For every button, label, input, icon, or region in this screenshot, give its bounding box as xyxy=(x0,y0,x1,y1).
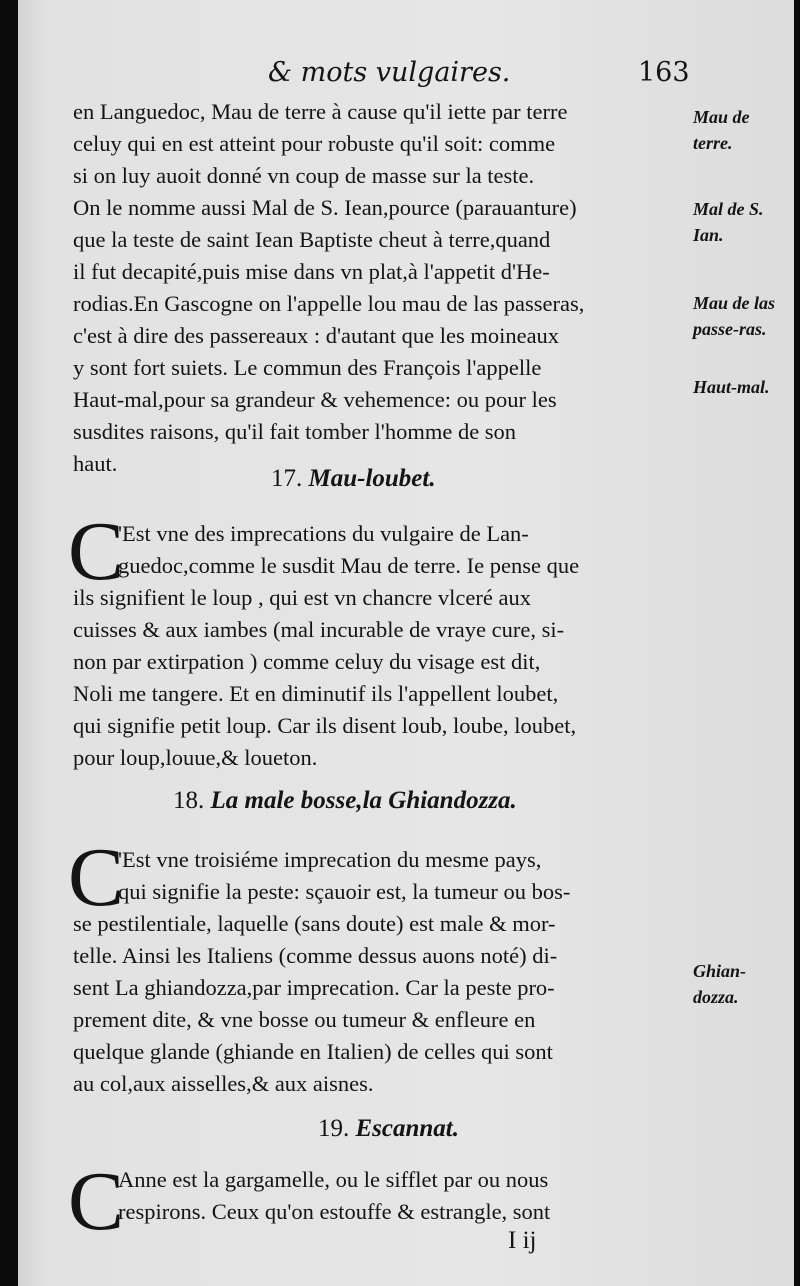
section-title: La male bosse,la Ghiandozza. xyxy=(210,787,517,814)
page-number: 163 xyxy=(638,57,690,88)
drop-cap: C xyxy=(68,1155,125,1248)
text-line: telle. Ainsi les Italiens (comme dessus auons noté) di- xyxy=(73,943,558,968)
section-heading xyxy=(271,462,436,496)
text-line: quelque glande (ghiande en Italien) de celles qui sont xyxy=(73,1039,553,1064)
margin-note: Mal de S. Ian. xyxy=(693,199,764,245)
text-line: c'est à dire des passereaux : d'autant que les moineaux xyxy=(73,323,560,348)
text-line: susdites raisons, qu'il fait tomber l'homme de son xyxy=(73,419,517,444)
text-line: cuisses & aux iambes (mal incurable de vraye cure, si- xyxy=(73,617,565,642)
text-line: il fut decapité,puis mise dans vn plat,à l'appetit d'He- xyxy=(73,259,550,284)
margin-note: Mau de las passe-ras. xyxy=(693,293,776,339)
text-line: prement dite, & vne bosse ou tumeur & enfleure en xyxy=(73,1007,536,1032)
section-number: 17. xyxy=(271,465,303,492)
text-line: haut. xyxy=(73,451,118,476)
section-heading xyxy=(173,784,517,818)
margin-note: Haut-mal. xyxy=(693,377,770,397)
text-line: non par extirpation ) comme celuy du visage est dit, xyxy=(73,649,541,674)
text-line: guedoc,comme le susdit Mau de terre. Ie pense que xyxy=(118,553,580,578)
text-line: pour loup,louue,& loueton. xyxy=(73,745,318,770)
margin-note: Mau de terre. xyxy=(693,107,750,153)
text-line: Haut-mal,pour sa grandeur & vehemence: ou pour les xyxy=(73,387,557,412)
section-number: 19. xyxy=(318,1115,350,1142)
text-line: en Languedoc, Mau de terre à cause qu'il iette par terre xyxy=(73,99,568,124)
text-line: qui signifie la peste: sçauoir est, la tumeur ou bos- xyxy=(118,879,571,904)
section-title: Escannat. xyxy=(355,1115,460,1142)
text-line: celuy qui en est atteint pour robuste qu'il soit: comme xyxy=(73,131,556,156)
text-line: 'Est vne troisiéme imprecation du mesme pays, xyxy=(118,847,542,872)
text-line: que la teste de saint Iean Baptiste cheut à terre,quand xyxy=(73,227,551,252)
text-line: si on luy auoit donné vn coup de masse sur la teste. xyxy=(73,163,535,188)
text-line: ils signifient le loup , qui est vn chancre vlceré aux xyxy=(73,585,531,610)
book-page xyxy=(18,0,794,1286)
margin-note: Ghian-dozza. xyxy=(693,961,747,1007)
text-line: Noli me tangere. Et en diminutif ils l'appellent loubet, xyxy=(73,681,559,706)
drop-cap: C xyxy=(68,505,125,598)
text-line: Anne est la gargamelle, ou le sifflet par ou nous xyxy=(118,1167,549,1192)
section-number: 18. xyxy=(173,787,205,814)
text-line: rodias.En Gascogne on l'appelle lou mau de las passeras, xyxy=(73,291,585,316)
drop-cap: C xyxy=(68,831,125,924)
section-heading xyxy=(318,1112,459,1146)
text-line: respirons. Ceux qu'on estouffe & estrangle, sont xyxy=(118,1199,551,1224)
text-line: se pestilentiale, laquelle (sans doute) est male & mor- xyxy=(73,911,556,936)
text-line: au col,aux aisselles,& aux aisnes. xyxy=(73,1071,374,1096)
signature-mark: I ij xyxy=(508,1227,537,1254)
text-line: y sont fort suiets. Le commun des François l'appelle xyxy=(73,355,542,380)
text-line: 'Est vne des imprecations du vulgaire de Lan- xyxy=(118,521,529,546)
text-line: qui signifie petit loup. Car ils disent loub, loube, loubet, xyxy=(73,713,577,738)
running-head-title: & mots vulgaires. xyxy=(268,57,511,88)
section-title: Mau-loubet. xyxy=(308,465,436,492)
text-line: On le nomme aussi Mal de S. Iean,pource (parauanture) xyxy=(73,195,577,220)
text-line: sent La ghiandozza,par imprecation. Car la peste pro- xyxy=(73,975,555,1000)
